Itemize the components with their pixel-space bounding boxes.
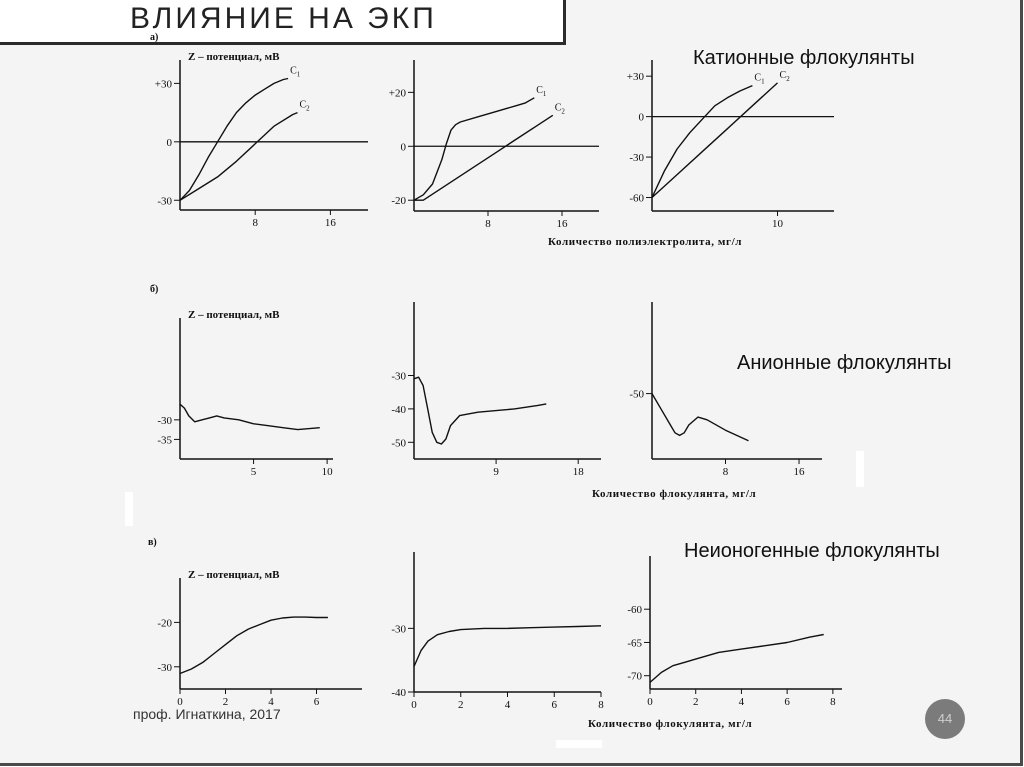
c3-x-tick-label: 0 [647,696,653,708]
c1-x-tick-label: 2 [222,696,229,708]
b3-x-tick-label: 8 [722,466,729,478]
slide-title: ВЛИЯНИЕ НА ЭКП [130,2,437,35]
c2-x-tick-label: 0 [411,699,417,711]
c1-y-axis-label: Z – потенциал, мВ [188,569,280,581]
a3-y-tick-label: -60 [629,192,644,205]
a3-series-label: $C_1$ [754,72,765,86]
a3-series-line [652,83,778,198]
caption-nonionic: Неионогенные флокулянты [684,540,940,562]
caption-cationic: Катионные флокулянты [693,47,915,69]
x-axis-title-row-c: Количество флокулянта, мг/л [588,718,753,730]
a2-series-label: $C_2$ [554,102,565,116]
a1-y-tick-label: -30 [157,195,172,208]
a1-y-tick-label: 0 [166,136,172,149]
c1-y-tick-label: -20 [157,617,172,630]
c3-x-tick-label: 8 [830,696,836,708]
b1-x-tick-label: 10 [321,466,333,478]
a3-y-tick-label: -30 [629,152,644,165]
b3-series-line [652,394,749,441]
c2-series-line [414,626,601,667]
a2-y-tick-label: 0 [400,141,406,154]
a1-y-axis-label: Z – потенциал, мВ [188,51,280,63]
section-label-b: б) [150,284,159,295]
a1-series-label: $C_2$ [299,99,310,113]
c3-x-tick-label: 2 [692,696,699,708]
b3-x-tick-label: 16 [793,466,805,478]
c3-x-tick-label: 6 [784,696,790,708]
c1-series-line [180,617,328,673]
a3-y-tick-label: +30 [626,71,644,84]
c3-y-tick-label: -70 [627,670,642,683]
a2-y-tick-label: +20 [388,87,406,100]
c3-y-tick-label: -65 [627,637,642,650]
a1-x-tick-label: 16 [324,217,336,229]
b2-x-tick-label: 18 [572,466,584,478]
b2-series-line [414,377,546,444]
section-label-c: в) [148,537,157,548]
c1-x-tick-label: 0 [177,696,183,708]
b1-x-tick-label: 5 [250,466,257,478]
b1-y-tick-label: -30 [157,414,172,427]
a2-x-tick-label: 8 [485,218,491,230]
a2-series-line [414,98,534,200]
a3-y-tick-label: 0 [638,111,644,124]
c2-y-tick-label: -30 [391,623,406,636]
footer-author: проф. Игнаткина, 2017 [133,706,281,722]
b1-series-line [180,404,320,429]
b2-y-tick-label: -40 [391,403,406,416]
a2-series-line [414,115,553,200]
a1-series-label: $C_1$ [290,65,301,79]
c2-x-tick-label: 6 [551,699,557,711]
a2-series-label: $C_1$ [536,84,547,98]
caption-anionic: Анионные флокулянты [737,352,952,374]
c3-y-tick-label: -60 [627,604,642,617]
a3-x-tick-label: 10 [772,218,784,230]
c3-series-line [650,635,824,683]
b1-y-axis-label: Z – потенциал, мВ [188,309,280,321]
b2-x-tick-label: 9 [493,466,499,478]
a2-x-tick-label: 16 [556,218,568,230]
a3-series-line [652,86,752,198]
a1-x-tick-label: 8 [252,217,258,229]
a2-y-tick-label: -20 [391,195,406,208]
a3-series-label: $C_2$ [779,69,790,83]
c2-x-tick-label: 8 [598,699,604,711]
page-number-badge: 44 [925,699,965,739]
a1-series-line [180,79,288,201]
c1-x-tick-label: 6 [313,696,320,708]
plots-group [155,51,842,711]
x-axis-title-row-b: Количество флокулянта, мг/л [592,488,757,500]
b3-y-tick-label: -50 [629,388,644,401]
section-label-a: а) [150,32,159,43]
c2-x-tick-label: 2 [458,699,464,711]
c1-y-tick-label: -30 [157,661,172,674]
b2-y-tick-label: -50 [391,437,406,450]
a1-y-tick-label: +30 [154,78,172,91]
x-axis-title-row-a: Количество полиэлектролита, мг/л [548,236,743,248]
c2-y-tick-label: -40 [391,687,406,699]
c3-x-tick-label: 4 [738,696,745,708]
a1-series-line [180,113,298,201]
b2-y-tick-label: -30 [391,370,406,383]
c2-x-tick-label: 4 [504,699,511,711]
c1-x-tick-label: 4 [268,696,274,708]
b1-y-tick-label: -35 [157,434,172,447]
